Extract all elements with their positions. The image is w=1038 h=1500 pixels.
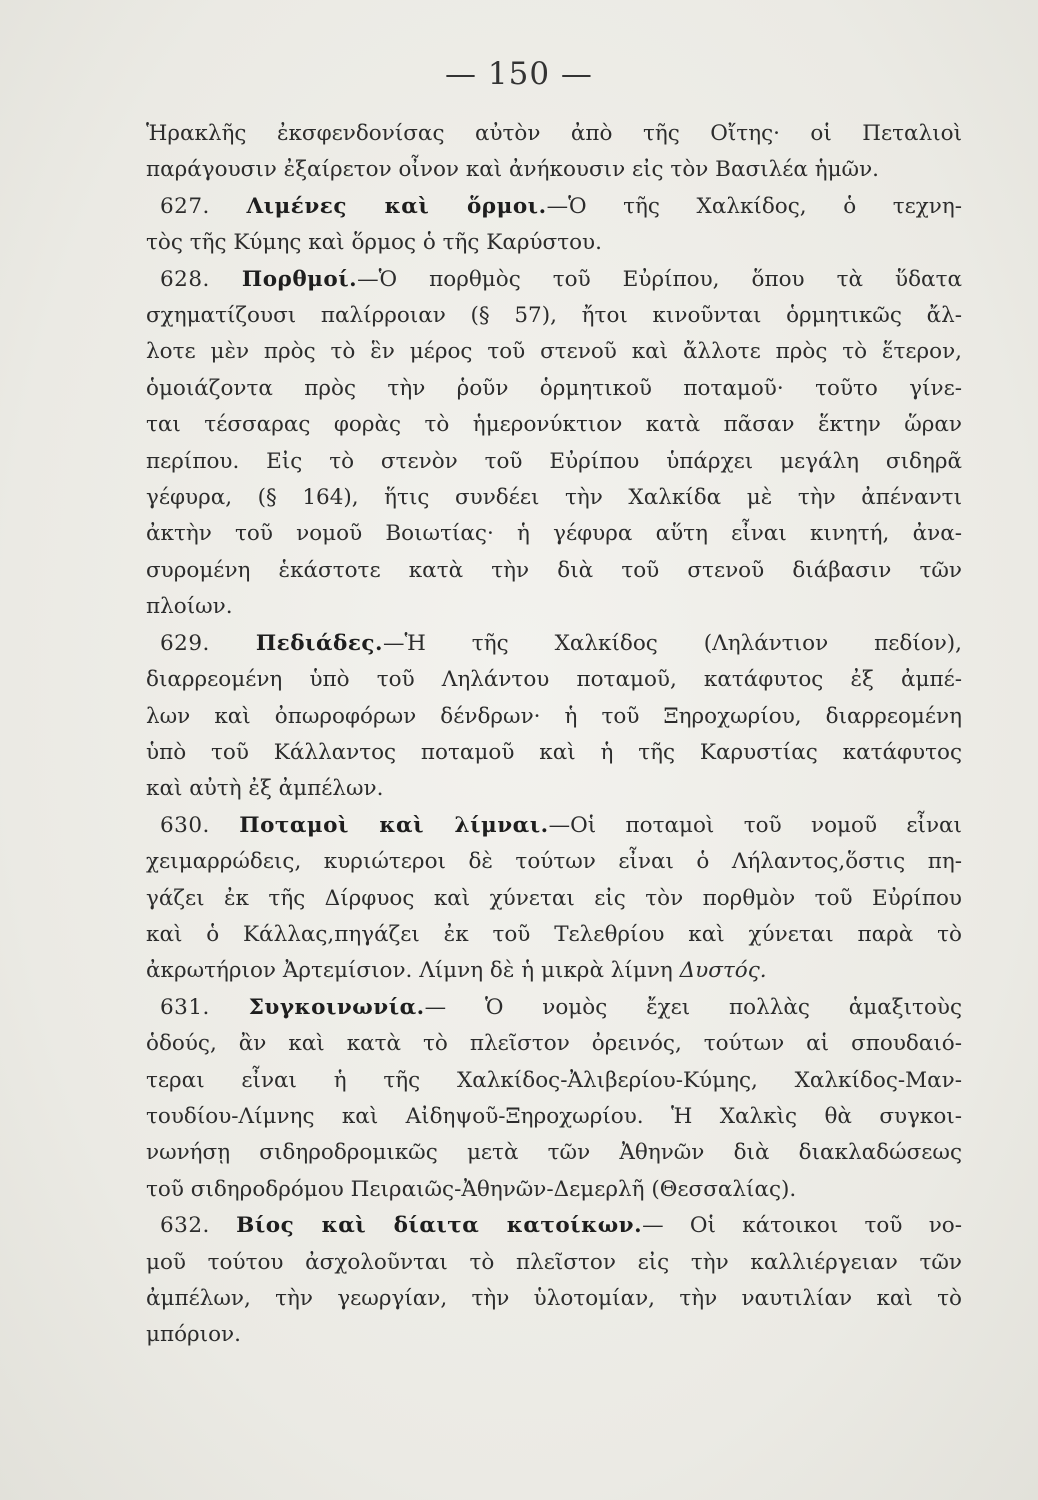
line-text: λοτε μὲν πρὸς τὸ ἓν μέρος τοῦ στενοῦ καὶ ἄλλοτε πρὸς τὸ ἕτερον, <box>146 339 962 365</box>
line-text: γάζει ἐκ τῆς Δίρφυος καὶ χύνεται εἰς τὸν πορθμὸν τοῦ Εὐρίπου <box>146 885 962 911</box>
line-text: παράγουσιν ἐξαίρετον οἶνον καὶ ἀνήκουσιν εἰς τὸν Βασιλέα ἡμῶν. <box>146 157 879 183</box>
text-line <box>146 1099 962 1135</box>
line-text: καὶ ὁ Κάλλας,πηγάζει ἐκ τοῦ Τελεθρίου καὶ χύνεται παρὰ τὸ <box>146 921 962 947</box>
line-text: μοῦ τούτου ἀσχολοῦνται τὸ πλεῖστον εἰς τὴν καλλιέργειαν τῶν <box>146 1249 962 1275</box>
text-line <box>146 953 962 989</box>
line-text: τεραι εἶναι ἡ τῆς Χαλκίδος-Ἀλιβερίου-Κύμης, Χαλκίδος-Μαν- <box>146 1067 962 1093</box>
page-number: — 150 — <box>445 56 593 92</box>
section-heading: Πεδιάδες. <box>255 630 383 656</box>
line-text: ὑπὸ τοῦ Κάλλαντος ποταμοῦ καὶ ἡ τῆς Καρυστίας κατάφυτος <box>146 739 962 765</box>
line-text: ὁμοιάζοντα πρὸς τὴν ῥοῦν ὁρμητικοῦ ποταμοῦ· τοῦτο γίνε- <box>146 375 962 401</box>
section-number: 627. <box>160 193 210 219</box>
line-text: συρομένη ἑκάστοτε κατὰ τὴν διὰ τοῦ στενοῦ διάβασιν τῶν <box>146 557 962 583</box>
line-text: τοῦ σιδηροδρόμου Πειραιῶς-Ἀθηνῶν-Δεμερλῆ (Θεσσαλίας). <box>146 1176 797 1202</box>
line-text: ἀκτὴν τοῦ νομοῦ Βοιωτίας· ἡ γέφυρα αὕτη εἶναι κινητή, ἀνα- <box>146 521 962 547</box>
text-line <box>146 589 962 625</box>
text-line <box>146 225 962 261</box>
line-text: ὁδούς, ἂν καὶ κατὰ τὸ πλεῖστον ὀρεινός, τούτων αἱ σπουδαιό- <box>146 1031 962 1057</box>
line-text: —Ὁ πορθμὸς τοῦ Εὐρίπου, ὅπου τὰ ὕδατα <box>357 266 962 292</box>
text-line <box>146 407 962 443</box>
line-text: — Ὁ νομὸς ἔχει πολλὰς ἁμαξιτοὺς <box>424 994 963 1020</box>
text-line <box>146 444 962 480</box>
section-number: 629. <box>160 630 210 656</box>
section-heading: Ποταμοὶ καὶ λίμναι. <box>239 812 549 838</box>
text-line <box>146 1026 962 1062</box>
line-text: σχηματίζουσι παλίρροιαν (§ 57), ἤτοι κινοῦνται ὁρμητικῶς ἄλ- <box>146 303 962 329</box>
text-line <box>146 553 962 589</box>
text-line <box>146 480 962 516</box>
line-text: μπόριον. <box>146 1322 241 1348</box>
section-heading: Λιμένες καὶ ὅρμοι. <box>246 193 547 219</box>
section-line <box>146 990 962 1026</box>
text-line <box>146 298 962 334</box>
line-text: —Ἡ τῆς Χαλκίδος (Ληλάντιον πεδίον), <box>383 630 962 656</box>
line-text: καὶ αὐτὴ ἐξ ἀμπέλων. <box>146 776 384 802</box>
section-number: 630. <box>160 812 210 838</box>
text-line <box>146 1172 962 1208</box>
line-text: Ἡρακλῆς ἐκσφενδονίσας αὐτὸν ἀπὸ τῆς Οἴτης· οἱ Πεταλιοὶ <box>146 121 962 146</box>
line-text: — Οἱ κάτοικοι τοῦ νο- <box>642 1213 962 1239</box>
text-line <box>146 881 962 917</box>
section-heading: Συγκοινωνία. <box>248 994 425 1020</box>
text-line <box>146 1063 962 1099</box>
line-text: λων καὶ ὀπωροφόρων δένδρων· ἡ τοῦ Ξηροχωρίου, διαρρεομένη <box>146 703 962 729</box>
text-line <box>146 1317 962 1353</box>
section-line <box>146 626 962 662</box>
text-line <box>146 735 962 771</box>
section-line <box>146 262 962 298</box>
text-line <box>146 844 962 880</box>
line-text: νωνήσῃ σιδηροδρομικῶς μετὰ τῶν Ἀθηνῶν διὰ διακλαδώσεως <box>146 1140 962 1166</box>
text-line <box>146 771 962 807</box>
line-text: διαρρεομένη ὑπὸ τοῦ Ληλάντου ποταμοῦ, κατάφυτος ἐξ ἀμπέ- <box>146 667 962 693</box>
line-text: ται τέσσαρας φορὰς τὸ ἡμερονύκτιον κατὰ πᾶσαν ἕκτην ὥραν <box>146 412 962 438</box>
text-line <box>146 116 962 152</box>
section-number: 628. <box>160 266 210 292</box>
line-text: τουδίου-Λίμνης καὶ Αἰδηψοῦ-Ξηροχωρίου. Ἡ Χαλκὶς θὰ συγκοι- <box>146 1103 962 1129</box>
section-number: 632. <box>160 1213 210 1239</box>
section-heading: Βίος καὶ δίαιτα κατοίκων. <box>236 1213 643 1239</box>
line-text: χειμαρρώδεις, κυριώτεροι δὲ τούτων εἶναι ὁ Λήλαντος,ὅστις πη- <box>146 849 962 875</box>
section-number: 631. <box>160 994 210 1020</box>
text-line <box>146 334 962 370</box>
line-text: —Οἱ ποταμοὶ τοῦ νομοῦ εἶναι <box>548 812 962 838</box>
line-text: ἀκρωτήριον Ἀρτεμίσιον. Λίμνη δὲ ἡ μικρὰ λίμνη <box>146 958 673 984</box>
text-line <box>146 152 962 188</box>
line-text: περίπου. Εἰς τὸ στενὸν τοῦ Εὐρίπου ὑπάρχει μεγάλη σιδηρᾶ <box>146 448 962 474</box>
text-line <box>146 1135 962 1171</box>
line-text: —Ὁ τῆς Χαλκίδος, ὁ τεχνη- <box>546 193 963 219</box>
line-text: ἀμπέλων, τὴν γεωργίαν, τὴν ὑλοτομίαν, τὴν ναυτιλίαν καὶ τὸ <box>146 1286 962 1311</box>
text-line <box>146 917 962 953</box>
section-heading: Πορθμοί. <box>241 266 358 292</box>
line-text: πλοίων. <box>146 594 233 620</box>
text-line <box>146 516 962 552</box>
text-line <box>146 371 962 407</box>
line-text: τὸς τῆς Κύμης καὶ ὅρμος ὁ τῆς Καρύστου. <box>146 230 602 256</box>
section-line <box>146 1208 962 1244</box>
text-line <box>146 1281 962 1317</box>
body-text <box>146 116 962 1354</box>
text-line <box>146 662 962 698</box>
italic-text: Δυστός. <box>679 958 767 984</box>
text-line <box>146 699 962 735</box>
section-line <box>146 808 962 844</box>
section-line <box>146 189 962 225</box>
line-text: γέφυρα, (§ 164), ἥτις συνδέει τὴν Χαλκίδα μὲ τὴν ἀπέναντι <box>146 485 962 511</box>
text-line <box>146 1245 962 1281</box>
